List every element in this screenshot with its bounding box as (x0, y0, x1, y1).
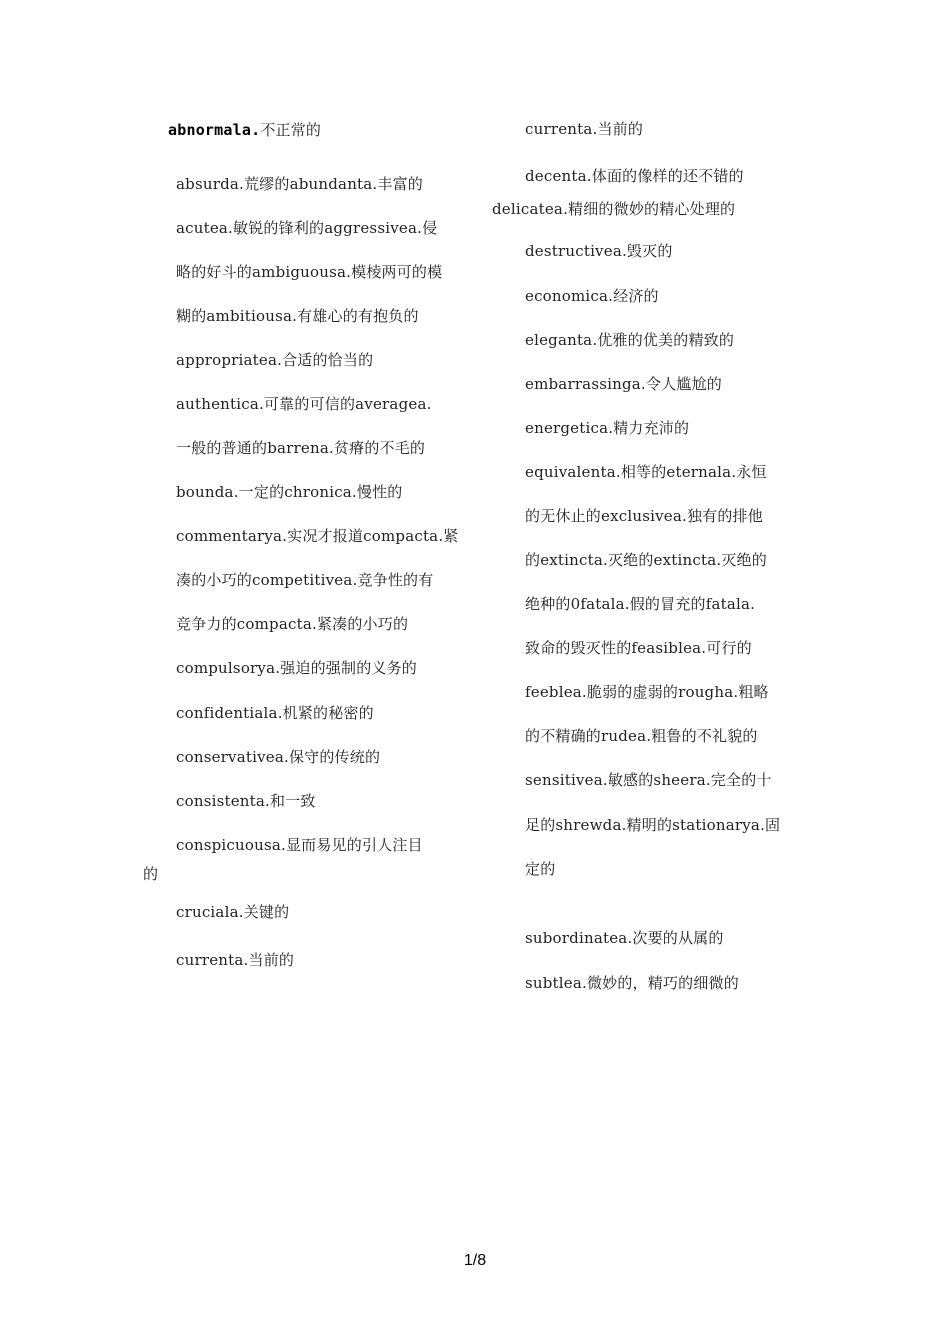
left-line: absurda.荒缪的abundanta.丰富的 (176, 175, 423, 193)
right-line: 的不精确的rudea.粗鲁的不礼貌的 (525, 727, 758, 745)
heading-line (168, 120, 321, 140)
right-line: delicatea.精细的微妙的精心处理的 (492, 200, 736, 218)
left-line: appropriatea.合适的恰当的 (176, 351, 374, 369)
left-line: confidentiala.机紧的秘密的 (176, 704, 374, 722)
left-line: currenta.当前的 (176, 951, 295, 969)
page-number: 1/8 (463, 1252, 487, 1269)
left-line: compulsorya.强迫的强制的义务的 (176, 659, 418, 677)
left-line: 略的好斗的ambiguousa.模棱两可的模 (176, 263, 443, 281)
right-line: economica.经济的 (525, 287, 659, 305)
left-line: commentarya.实况才报道compacta.紧 (176, 527, 459, 545)
right-line: decenta.体面的像样的还不错的 (525, 167, 744, 185)
left-line: 的 (143, 865, 159, 883)
left-line: 竞争力的compacta.紧凑的小巧的 (176, 615, 409, 633)
right-line: embarrassinga.令人尴尬的 (525, 375, 722, 393)
left-line: bounda.一定的chronica.慢性的 (176, 483, 403, 501)
right-line: 足的shrewda.精明的stationarya.固 (525, 816, 781, 834)
left-line: conspicuousa.显而易见的引人注目 (176, 836, 423, 854)
left-line: 凑的小巧的competitivea.竞争性的有 (176, 571, 434, 589)
right-line: 的extincta.灭绝的extincta.灭绝的 (525, 551, 767, 569)
right-line: eleganta.优雅的优美的精致的 (525, 331, 735, 349)
left-line: 糊的ambitiousa.有雄心的有抱负的 (176, 307, 419, 325)
right-line: 致命的毁灭性的feasiblea.可行的 (525, 639, 752, 657)
right-line: 定的 (525, 860, 556, 878)
left-line: consistenta.和一致 (176, 792, 316, 810)
right-line: destructivea.毁灭的 (525, 242, 673, 260)
left-line: authentica.可靠的可信的averagea. (176, 395, 432, 413)
left-line: cruciala.关键的 (176, 903, 290, 921)
right-line: 绝种的0fatala.假的冒充的fatala. (525, 595, 756, 613)
left-line: 一般的普通的barrena.贫瘠的不毛的 (176, 439, 426, 457)
right-line: equivalenta.相等的eternala.永恒 (525, 463, 767, 481)
right-line: subtlea.微妙的，精巧的细微的 (525, 974, 739, 992)
right-line: subordinatea.次要的从属的 (525, 929, 724, 947)
left-line: acutea.敏锐的锋利的aggressivea.侵 (176, 219, 438, 237)
right-line: feeblea.脆弱的虚弱的rougha.粗略 (525, 683, 769, 701)
right-line: sensitivea.敏感的sheera.完全的十 (525, 771, 772, 789)
right-line: energetica.精力充沛的 (525, 419, 690, 437)
right-line: currenta.当前的 (525, 120, 644, 138)
heading-definition: 不正常的 (260, 121, 322, 139)
heading-term: abnormala. (168, 121, 261, 139)
right-line: 的无休止的exclusivea.独有的排他 (525, 507, 763, 525)
left-line: conservativea.保守的传统的 (176, 748, 381, 766)
